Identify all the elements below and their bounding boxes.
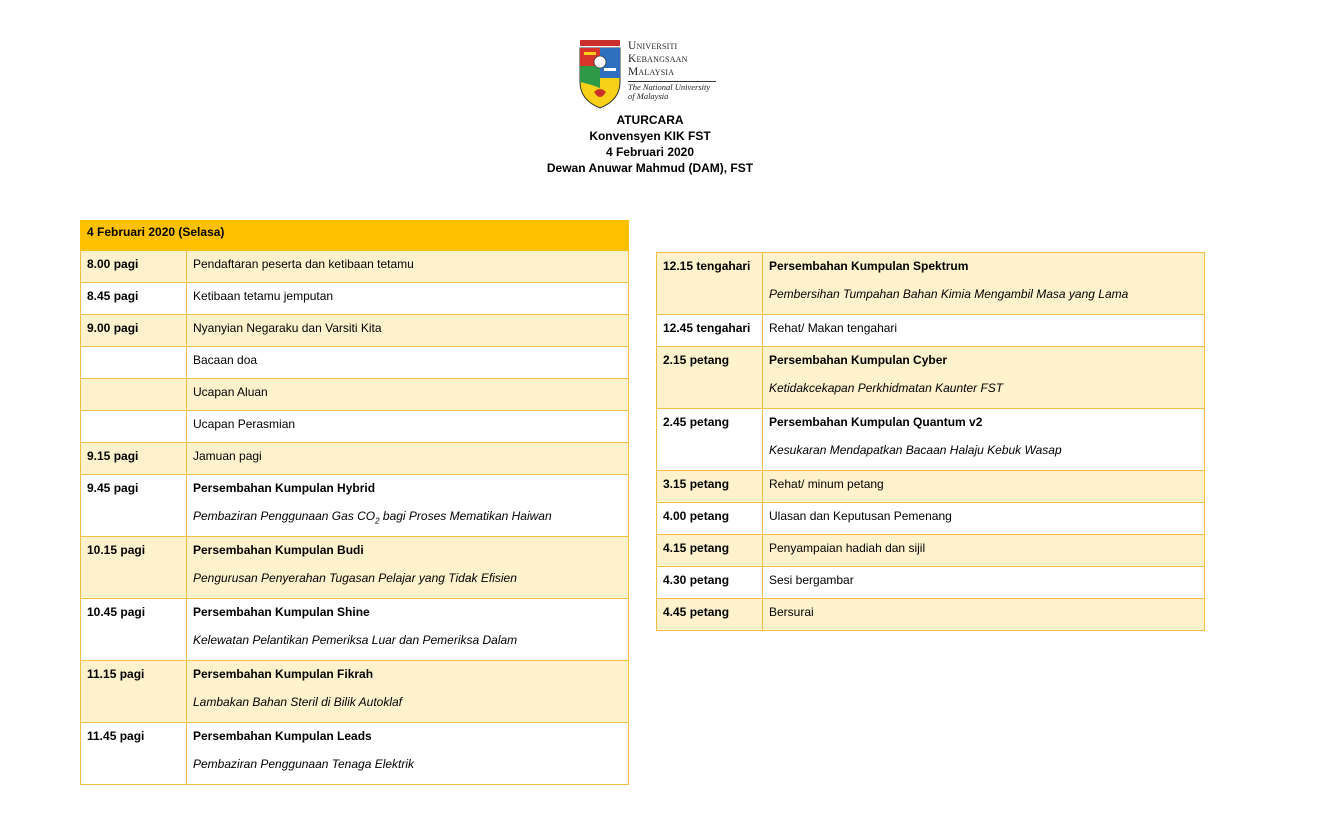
- session-title: Persembahan Kumpulan Leads: [193, 729, 372, 743]
- time-cell: 12.45 tengahari: [657, 315, 763, 347]
- time-cell: 9.00 pagi: [81, 315, 187, 347]
- session-title: Persembahan Kumpulan Cyber: [769, 353, 948, 367]
- time-cell: 2.45 petang: [657, 409, 763, 471]
- table-row: [657, 599, 1205, 631]
- table-row: [657, 253, 1205, 315]
- logo-line-3: Malaysia: [628, 66, 675, 78]
- activity-cell: Rehat/ Makan tengahari: [763, 315, 1205, 347]
- time-cell: 4.45 petang: [657, 599, 763, 631]
- university-crest-icon: [576, 40, 624, 110]
- table-heading: 4 Februari 2020 (Selasa): [81, 221, 629, 251]
- activity-cell: Penyampaian hadiah dan sijil: [763, 535, 1205, 567]
- event-name: Konvensyen KIK FST: [589, 129, 711, 143]
- session-title: Persembahan Kumpulan Fikrah: [193, 667, 374, 681]
- session-topic: Pembersihan Tumpahan Bahan Kimia Mengambil Masa yang Lama: [769, 287, 1129, 301]
- logo-line-1: Universiti: [628, 40, 678, 52]
- table-row: [657, 409, 1205, 471]
- activity-cell: [187, 661, 629, 723]
- activity-cell: Sesi bergambar: [763, 567, 1205, 599]
- table-row: [81, 599, 629, 661]
- time-cell: 4.00 petang: [657, 503, 763, 535]
- session-topic: Pembaziran Penggunaan Tenaga Elektrik: [193, 757, 415, 771]
- activity-cell: Rehat/ minum petang: [763, 471, 1205, 503]
- activity-cell: Ketibaan tetamu jemputan: [187, 283, 629, 315]
- table-row: [81, 251, 629, 283]
- session-title: Persembahan Kumpulan Budi: [193, 543, 364, 557]
- table-row: [81, 283, 629, 315]
- time-cell: 9.15 pagi: [81, 443, 187, 475]
- time-cell: 4.15 petang: [657, 535, 763, 567]
- session-topic: Pengurusan Penyerahan Tugasan Pelajar yang Tidak Efisien: [193, 571, 517, 585]
- document-title: ATURCARA: [616, 113, 684, 127]
- session-topic: Kesukaran Mendapatkan Bacaan Halaju Kebuk Wasap: [769, 443, 1062, 457]
- table-row: [81, 661, 629, 723]
- activity-cell: Pendaftaran peserta dan ketibaan tetamu: [187, 251, 629, 283]
- table-row: [81, 315, 629, 347]
- time-cell: [81, 411, 187, 443]
- activity-cell: Bersurai: [763, 599, 1205, 631]
- subscript: 2: [375, 516, 380, 526]
- logo-line-2: Kebangsaan: [628, 53, 688, 65]
- table-heading-row: [81, 221, 629, 251]
- activity-cell: [187, 723, 629, 785]
- session-topic: Ketidakcekapan Perkhidmatan Kaunter FST: [769, 381, 1004, 395]
- table-row: [657, 535, 1205, 567]
- event-date: 4 Februari 2020: [605, 145, 695, 159]
- time-cell: 9.45 pagi: [81, 475, 187, 537]
- activity-cell: [187, 537, 629, 599]
- time-cell: 8.45 pagi: [81, 283, 187, 315]
- activity-cell: Ucapan Perasmian: [187, 411, 629, 443]
- table-row: [657, 471, 1205, 503]
- time-cell: 11.45 pagi: [81, 723, 187, 785]
- time-cell: 10.45 pagi: [81, 599, 187, 661]
- table-row: [81, 443, 629, 475]
- table-row: [81, 347, 629, 379]
- session-title: Persembahan Kumpulan Quantum v2: [769, 415, 983, 429]
- session-title: Persembahan Kumpulan Hybrid: [193, 481, 376, 495]
- time-cell: 8.00 pagi: [81, 251, 187, 283]
- session-topic: Lambakan Bahan Steril di Bilik Autoklaf: [193, 695, 403, 709]
- table-row: [81, 379, 629, 411]
- logo-tagline-2: of Malaysia: [628, 91, 669, 101]
- time-cell: [81, 347, 187, 379]
- table-row: [81, 537, 629, 599]
- activity-cell: Jamuan pagi: [187, 443, 629, 475]
- table-row: [81, 723, 629, 785]
- table-row: [657, 503, 1205, 535]
- activity-cell: [187, 475, 629, 537]
- table-row: [81, 475, 629, 537]
- table-row: [657, 315, 1205, 347]
- activity-cell: Ucapan Aluan: [187, 379, 629, 411]
- session-title: Persembahan Kumpulan Shine: [193, 605, 370, 619]
- session-title: Persembahan Kumpulan Spektrum: [769, 259, 969, 273]
- activity-cell: [763, 409, 1205, 471]
- activity-cell: [187, 599, 629, 661]
- activity-cell: [763, 253, 1205, 315]
- schedule-table-left: [80, 220, 629, 785]
- ukm-logo: [576, 40, 721, 110]
- time-cell: 11.15 pagi: [81, 661, 187, 723]
- activity-cell: Nyanyian Negaraku dan Varsiti Kita: [187, 315, 629, 347]
- activity-cell: Bacaan doa: [187, 347, 629, 379]
- schedule-table-right: [656, 252, 1205, 631]
- table-row: [657, 347, 1205, 409]
- session-topic: Kelewatan Pelantikan Pemeriksa Luar dan Pemeriksa Dalam: [193, 633, 518, 647]
- logo-tagline-1: The National University: [628, 82, 711, 92]
- event-venue: Dewan Anuwar Mahmud (DAM), FST: [546, 161, 754, 175]
- time-cell: [81, 379, 187, 411]
- time-cell: 10.15 pagi: [81, 537, 187, 599]
- table-row: [81, 411, 629, 443]
- table-row: [657, 567, 1205, 599]
- session-topic: Pembaziran Penggunaan Gas $CO_2$ bagi Proses Mematikan Haiwan: [193, 509, 552, 526]
- time-cell: 4.30 petang: [657, 567, 763, 599]
- document-header: [450, 112, 850, 176]
- time-cell: 12.15 tengahari: [657, 253, 763, 315]
- activity-cell: [763, 347, 1205, 409]
- time-cell: 2.15 petang: [657, 347, 763, 409]
- time-cell: 3.15 petang: [657, 471, 763, 503]
- activity-cell: Ulasan dan Keputusan Pemenang: [763, 503, 1205, 535]
